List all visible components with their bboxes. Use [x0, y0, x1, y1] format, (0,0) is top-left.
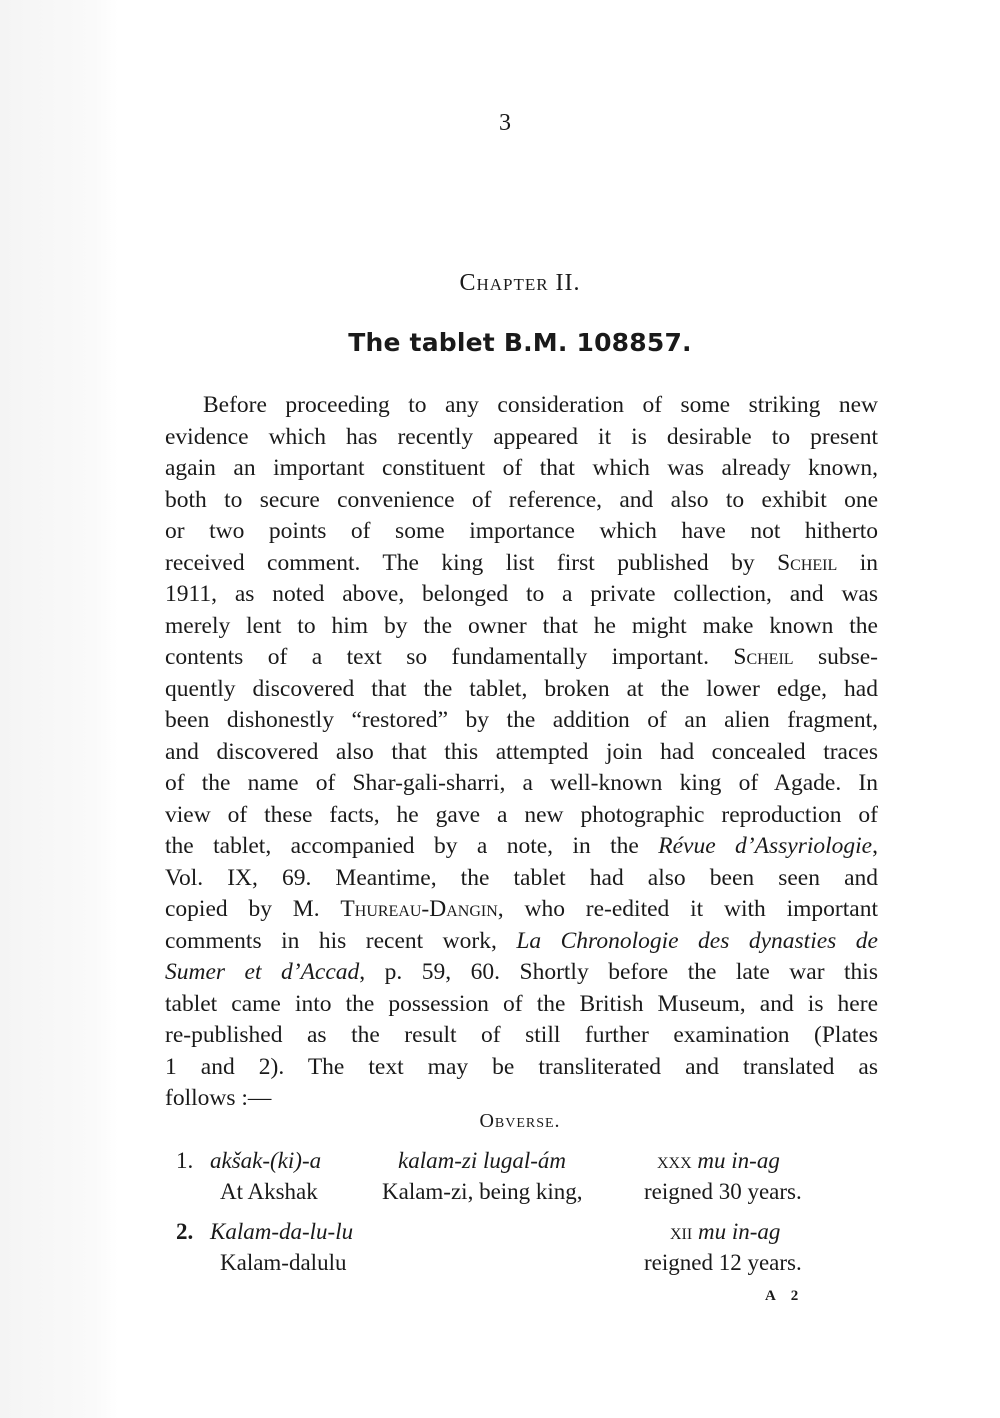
text-segment: in: [837, 549, 879, 576]
text-segment: been dishonestly “restored” by the addition of an alien fragment,: [165, 707, 878, 733]
text-line: [165, 863, 878, 895]
text-line: [165, 705, 878, 737]
italic-text: Sumer et d’Accad: [165, 959, 360, 985]
text-line: [165, 611, 878, 643]
text-segment: re-published as the result of still further examination (Plates: [165, 1022, 878, 1048]
text-line: [165, 1020, 878, 1052]
text-segment: of the name of Shar-gali-sharri, a well-known king of Agade. In: [165, 770, 878, 796]
text-segment: ,: [872, 833, 878, 859]
text-line: [165, 989, 878, 1021]
text-segment: evidence which has recently appeared it is desirable to present: [165, 423, 878, 450]
text-line: [165, 548, 878, 580]
text-line: [165, 516, 878, 548]
text-line: [165, 894, 878, 926]
italic-text: La Chronologie des dynasties de: [516, 927, 878, 954]
entry-number: 2.: [176, 1219, 194, 1244]
text-segment: 1911, as noted above, belonged to a private collection, and was: [165, 581, 878, 607]
text-line: [165, 957, 878, 989]
text-segment: the tablet, accompanied by a note, in the: [165, 833, 659, 859]
translation-name: Kalam-dalulu: [220, 1250, 347, 1275]
translation-reign: reigned 12 years.: [644, 1250, 802, 1275]
small-caps-name: Thureau-Dangin: [340, 896, 498, 922]
text-segment: quently discovered that the tablet, broken at the lower edge, had: [165, 675, 878, 702]
signature-mark: A 2: [765, 1288, 805, 1304]
chapter-heading: Chapter II.: [459, 270, 581, 296]
small-caps-name: Scheil: [777, 549, 838, 576]
text-segment: Before proceeding to any consideration of some striking new: [203, 392, 878, 418]
text-segment: and discovered also that this attempted join had concealed traces: [165, 738, 878, 765]
text-segment: again an important constituent of that which was already known,: [165, 455, 878, 481]
text-line: [165, 485, 878, 517]
transliteration-name: akšak-(ki)-a: [210, 1148, 322, 1173]
text-segment: follows :—: [165, 1085, 272, 1111]
obverse-heading: Obverse.: [479, 1110, 561, 1132]
text-segment: contents of a text so fundamentally important.: [165, 644, 734, 670]
transliteration-name: Kalam-da-lu-lu: [210, 1219, 354, 1244]
translation-name: At Akshak: [220, 1179, 318, 1204]
scan-margin: [0, 0, 118, 1418]
text-segment: merely lent to him by the owner that he might make known the: [165, 612, 878, 639]
text-segment: both to secure convenience of reference, and also to exhibit one: [165, 486, 878, 513]
translation-mid: Kalam-zi, being king,: [382, 1179, 583, 1204]
text-segment: tablet came into the possession of the British Museum, and is here: [165, 990, 878, 1017]
text-line: [165, 800, 878, 832]
text-line: [165, 926, 878, 958]
text-segment: , p. 59, 60. Shortly before the late war this: [359, 959, 878, 985]
text-segment: 1 and 2). The text may be transliterated and translated as: [165, 1053, 878, 1080]
page-number: 3: [499, 110, 511, 136]
text-line: [165, 831, 878, 863]
text-segment: comments in his recent work,: [165, 927, 517, 954]
text-segment: Vol. IX, 69. Meantime, the tablet had also been seen and: [165, 864, 878, 891]
chapter-title: The tablet B.M. 108857.: [348, 328, 692, 357]
italic-text: Révue d’Assyriologie: [658, 833, 873, 859]
text-segment: view of these facts, he gave a new photographic reproduction of: [165, 801, 878, 828]
text-line: [165, 642, 878, 674]
entry-number: 1.: [176, 1148, 194, 1173]
text-line: [165, 674, 878, 706]
text-line: [165, 768, 878, 800]
transliteration-mid: kalam-zi lugal-ám: [398, 1148, 567, 1173]
text-line: [165, 1052, 878, 1084]
text-line: [165, 737, 878, 769]
text-line: [165, 579, 878, 611]
text-segment: copied by M.: [165, 896, 341, 922]
text-line: [165, 422, 878, 454]
text-segment: , who re-edited it with important: [497, 896, 878, 922]
transliteration-reign: xii mu in-ag: [670, 1219, 781, 1244]
text-line: [165, 453, 878, 485]
text-segment: subse-: [793, 644, 879, 670]
translation-reign: reigned 30 years.: [644, 1179, 802, 1204]
small-caps-name: Scheil: [733, 644, 794, 670]
text-segment: received comment. The king list first published by: [165, 549, 778, 576]
text-segment: or two points of some importance which have not hitherto: [165, 518, 878, 544]
text-line: [165, 390, 878, 422]
body-paragraph: [165, 390, 878, 1115]
transliteration-reign: xxx mu in-ag: [657, 1148, 780, 1173]
